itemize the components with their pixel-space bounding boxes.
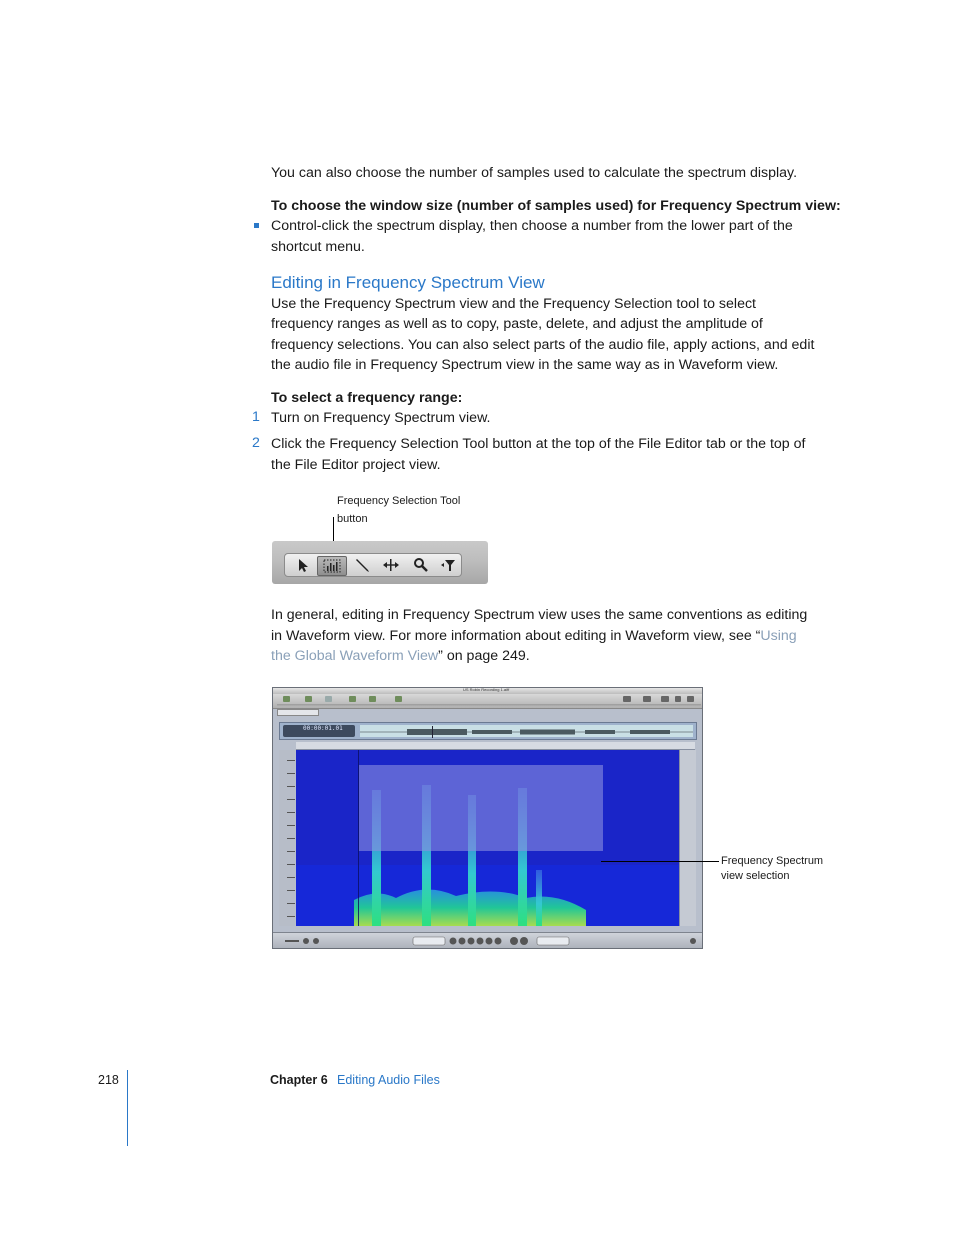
page-number: 218 (98, 1073, 119, 1087)
section-paragraph-line-1: Use the Frequency Spectrum view and the Frequency Selection tool to select (271, 296, 756, 312)
section-heading: Editing in Frequency Spectrum View (271, 273, 545, 292)
transport-bar (273, 932, 702, 949)
filter-icon (440, 557, 458, 573)
zoom-icon (412, 557, 430, 573)
step-text-2: Click the Frequency Selection Tool button at the top of the File Editor tab or the top of (271, 436, 806, 452)
callout-spectrum-label-line-1: Frequency Spectrum (721, 855, 824, 867)
step-number-1: 1 (252, 409, 260, 425)
bullet-marker (254, 223, 259, 228)
section-paragraph-line-2: frequency ranges as well as to copy, paste, delete, and adjust the amplitude of (271, 316, 763, 332)
paragraph-2-line-3 (271, 646, 530, 667)
callout-tool-label-line-1: Frequency Selection Tool (337, 495, 461, 507)
footer-divider (127, 1070, 128, 1146)
step-text-1: Turn on Frequency Spectrum view. (271, 410, 491, 426)
paragraph-2-line-2 (271, 626, 797, 647)
section-paragraph-line-4: the audio file in Frequency Spectrum view in the same way as in Waveform view. (271, 357, 779, 373)
window-title: US Robin Recording 1.aiff (463, 687, 510, 692)
paragraph-2-text: in Waveform view. For more information about editing in Waveform view, see “ (271, 628, 761, 644)
pencil-tool-button (349, 556, 377, 574)
callout-spectrum-line (601, 861, 719, 862)
time-ruler (296, 742, 695, 750)
task-heading-window-size: To choose the window size (number of samples used) for Frequency Spectrum view: (271, 198, 841, 214)
file-editor-screenshot (272, 687, 703, 949)
callout-tool-label-line-2: button (337, 513, 368, 525)
step-number-2: 2 (252, 435, 260, 451)
cross-reference-link-continued[interactable]: the Global Waveform View (271, 648, 439, 664)
section-paragraph-line-3: frequency selections. You can also select parts of the audio file, apply actions, and edit (271, 337, 815, 353)
overview-strip (279, 722, 697, 740)
frequency-selection-tool-button (317, 556, 347, 576)
overview-waveform (360, 725, 693, 737)
file-tab (277, 709, 319, 716)
pointer-tool-button (288, 556, 316, 574)
vertical-scrollbar (679, 750, 696, 926)
task-heading-frequency-range: To select a frequency range: (271, 390, 463, 406)
spectrum-selection (359, 765, 603, 851)
paragraph-2-text-end: ” on page 249. (438, 648, 530, 664)
bullet-text: Control-click the spectrum display, then choose a number from the lower part of the (271, 218, 793, 234)
paragraph-2-line-1: In general, editing in Frequency Spectrum view uses the same conventions as editing (271, 607, 808, 623)
arrow-icon (293, 557, 311, 573)
intro-paragraph: You can also choose the number of samples used to calculate the spectrum display. (271, 165, 798, 181)
filter-tool-button (435, 556, 459, 574)
frequency-selection-icon (323, 558, 341, 574)
bullet-text-continued: shortcut menu. (271, 239, 365, 255)
zoom-tool-button (407, 556, 435, 574)
pencil-icon (354, 557, 372, 573)
frequency-axis (279, 750, 295, 926)
window-toolbar (273, 694, 702, 709)
position-counter (283, 725, 355, 737)
cross-reference-link[interactable]: Using (760, 628, 797, 644)
tool-group (284, 553, 462, 577)
chapter-title: Editing Audio Files (337, 1073, 440, 1087)
counter-value: 00:00:01.01 (303, 725, 343, 732)
chapter-label: Chapter 6 (270, 1073, 328, 1087)
step-text-2-continued: the File Editor project view. (271, 457, 441, 473)
stretch-tool-button (377, 556, 405, 574)
frequency-spectrum-view (296, 750, 679, 926)
toolbar-icons (273, 694, 703, 708)
toolbar-image (272, 541, 488, 584)
stretch-icon (382, 557, 400, 573)
callout-spectrum-label-line-2: view selection (721, 870, 790, 882)
